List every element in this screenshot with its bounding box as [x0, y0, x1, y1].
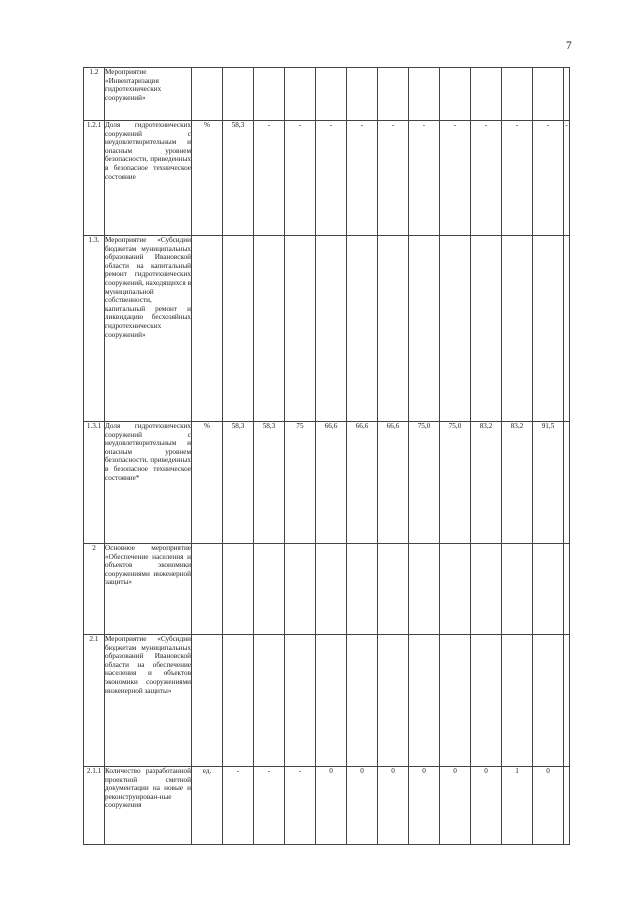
value-cell: [285, 635, 316, 767]
table-row: [84, 236, 570, 422]
row-number-cell: 1.2.1: [84, 121, 105, 236]
value-cell: [409, 635, 440, 767]
value-cell: [533, 544, 564, 635]
value-cell: [502, 236, 533, 422]
value-cell: 0: [378, 767, 409, 845]
value-cell: [254, 544, 285, 635]
table-row: [84, 68, 570, 121]
value-cell: [564, 544, 570, 635]
value-cell: [471, 635, 502, 767]
row-number-cell: 1.2: [84, 68, 105, 121]
value-cell: 66,6: [347, 422, 378, 544]
value-cell: 91,5: [533, 422, 564, 544]
value-cell: 83,2: [502, 422, 533, 544]
unit-cell: [192, 68, 223, 121]
value-cell: [285, 544, 316, 635]
value-cell: [533, 68, 564, 121]
value-cell: -: [409, 121, 440, 236]
value-cell: -: [502, 121, 533, 236]
value-cell: [316, 635, 347, 767]
value-cell: [502, 635, 533, 767]
value-cell: 75,0: [440, 422, 471, 544]
value-cell: [223, 544, 254, 635]
value-cell: [285, 68, 316, 121]
unit-cell: %: [192, 121, 223, 236]
value-cell: -: [533, 121, 564, 236]
value-cell: -: [440, 121, 471, 236]
value-cell: [502, 68, 533, 121]
value-cell: 75: [285, 422, 316, 544]
row-name-cell: Доля гидротехнических сооружений с неудовлетворительным и опасным уровнем безопасности, приведенных в безопасное техническое состояние*: [105, 422, 192, 544]
row-name-cell: Количество разработанной проектной сметной документации на новые и реконструирован-ные сооружения: [105, 767, 192, 845]
row-number-cell: 1.3.1: [84, 422, 105, 544]
value-cell: [378, 544, 409, 635]
value-cell: [409, 68, 440, 121]
value-cell: -: [223, 767, 254, 845]
value-cell: 58,3: [223, 121, 254, 236]
value-cell: [378, 635, 409, 767]
value-cell: -: [347, 121, 378, 236]
row-name-cell: Мероприятие «Субсидии бюджетам муниципальных образований Ивановской области на капитальный ремонт гидротехнических сооружений, находящихся в муниципальной собственности, капитальный ремонт и ликвидацию бесхозяйных гидротехнических сооружений»: [105, 236, 192, 422]
value-cell: [440, 635, 471, 767]
row-number-cell: 2: [84, 544, 105, 635]
value-cell: -: [254, 121, 285, 236]
value-cell: [254, 635, 285, 767]
value-cell: 0: [316, 767, 347, 845]
value-cell: [471, 68, 502, 121]
value-cell: [564, 767, 570, 845]
value-cell: 0: [409, 767, 440, 845]
value-cell: 0: [533, 767, 564, 845]
table-row: [84, 422, 570, 544]
value-cell: [223, 635, 254, 767]
value-cell: -: [564, 121, 570, 236]
value-cell: [564, 422, 570, 544]
value-cell: 58,3: [223, 422, 254, 544]
value-cell: [564, 68, 570, 121]
row-number-cell: 2.1: [84, 635, 105, 767]
value-cell: 75,0: [409, 422, 440, 544]
value-cell: [409, 544, 440, 635]
value-cell: [564, 635, 570, 767]
value-cell: -: [378, 121, 409, 236]
value-cell: [471, 544, 502, 635]
value-cell: 66,6: [316, 422, 347, 544]
row-name-cell: Мероприятие «Субсидии бюджетам муниципальных образований Ивановской области на обеспечение населения и объектов экономики сооружениями инженерной защиты»: [105, 635, 192, 767]
value-cell: -: [471, 121, 502, 236]
row-name-cell: Мероприятие «Инвентаризация гидротехнических сооружений»: [105, 68, 192, 121]
indicator-table: [83, 67, 570, 845]
row-name-cell: Доля гидротехнических сооружений с неудовлетворительным и опасным уровнем безопасности, приведенных в безопасное техническое состояние: [105, 121, 192, 236]
unit-cell: %: [192, 422, 223, 544]
row-number-cell: 2.1.1: [84, 767, 105, 845]
value-cell: [316, 68, 347, 121]
value-cell: -: [285, 121, 316, 236]
table-row: [84, 544, 570, 635]
value-cell: -: [254, 767, 285, 845]
table-row: [84, 767, 570, 845]
value-cell: [409, 236, 440, 422]
value-cell: 1: [502, 767, 533, 845]
unit-cell: [192, 544, 223, 635]
value-cell: [564, 236, 570, 422]
unit-cell: [192, 236, 223, 422]
value-cell: 0: [347, 767, 378, 845]
value-cell: [471, 236, 502, 422]
value-cell: [440, 68, 471, 121]
unit-cell: ед.: [192, 767, 223, 845]
value-cell: [440, 236, 471, 422]
value-cell: -: [285, 767, 316, 845]
value-cell: 0: [471, 767, 502, 845]
value-cell: [378, 68, 409, 121]
value-cell: [347, 635, 378, 767]
value-cell: [378, 236, 409, 422]
row-name-cell: Основное мероприятие «Обеспечение населения и объектов экономики сооружениями инженерной защиты»: [105, 544, 192, 635]
value-cell: 83,2: [471, 422, 502, 544]
table-row: [84, 121, 570, 236]
value-cell: 58,3: [254, 422, 285, 544]
value-cell: [347, 236, 378, 422]
value-cell: [285, 236, 316, 422]
value-cell: [223, 68, 254, 121]
value-cell: -: [316, 121, 347, 236]
value-cell: [347, 544, 378, 635]
value-cell: [440, 544, 471, 635]
value-cell: 66,6: [378, 422, 409, 544]
table-row: [84, 635, 570, 767]
value-cell: [254, 236, 285, 422]
value-cell: [254, 68, 285, 121]
value-cell: [533, 236, 564, 422]
page-number: 7: [566, 40, 572, 52]
value-cell: [223, 236, 254, 422]
value-cell: [502, 544, 533, 635]
value-cell: [316, 236, 347, 422]
value-cell: 0: [440, 767, 471, 845]
value-cell: [316, 544, 347, 635]
value-cell: [533, 635, 564, 767]
value-cell: [347, 68, 378, 121]
unit-cell: [192, 635, 223, 767]
row-number-cell: 1.3.: [84, 236, 105, 422]
